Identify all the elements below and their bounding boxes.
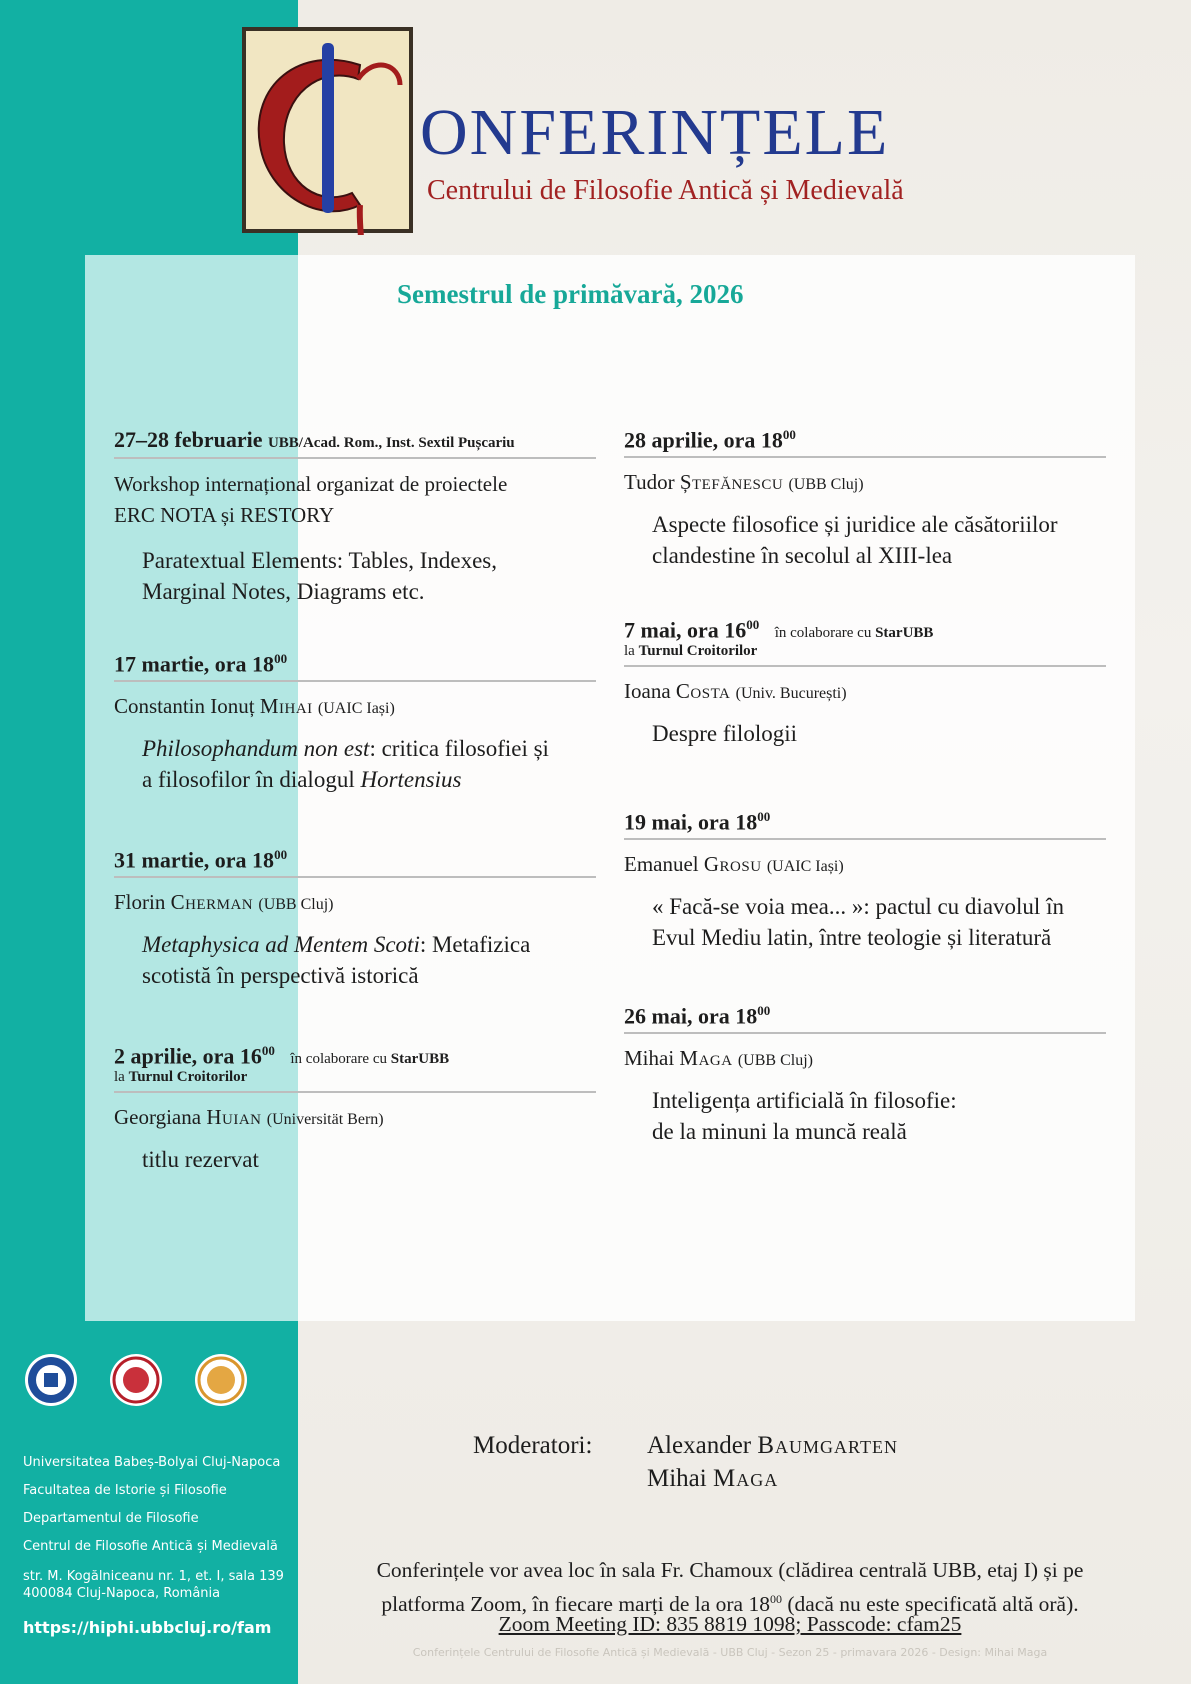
page-subtitle: Centrului de Filosofie Antică și Medievală [427,175,904,206]
talk-title: Inteligența artificială în filosofie: de la minuni la muncă reală [652,1088,957,1145]
event-6 [624,618,1106,749]
event-date: 31 martie, ora 18 [114,847,275,873]
event-header: 19 mai, ora $18^{00}$ [624,810,1106,840]
speaker: Emanuel Grosu (UAIC Iași) [624,852,844,877]
event-header: 31 martie, ora $18^{00}$ [114,848,596,878]
event-2 [114,652,596,795]
event-date: 26 mai, ora 18 [624,1003,758,1029]
event-location: la Turnul Croitorilor [624,643,758,660]
event-collaboration: în colaborare cu StarUBB [290,1051,450,1068]
speaker: Constantin Ionuț Mihai (UAIC Iași) [114,694,395,719]
ubb-seal-icon [24,1353,78,1407]
event-intro: Workshop internațional organizat de proiectele ERC NOTA și RESTORY [114,471,508,527]
event-date: 19 mai, ora 18 [624,809,758,835]
event-header: 26 mai, ora $18^{00}$ [624,1004,1106,1034]
address-line1: str. M. Kogălniceanu nr. 1, et. I, sala 139 [23,1569,284,1584]
moderators-label: Moderatori: [473,1432,593,1459]
speaker: Ioana Costa (Univ. București) [624,678,847,703]
faculty-seal-icon [109,1353,163,1407]
page-title: ONFERINȚELE [420,96,890,169]
illuminated-initial-c-icon [240,25,415,235]
venue-note: Conferințele vor avea loc în sala Fr. Chamoux (clădirea centrală UBB, etaj I) și pe platforma Zoom, în fiecare marți de la ora $18^{00}$ (dacă nu este specificată altă oră). [376,1558,1084,1617]
talk-title: Aspecte filosofice și juridice ale căsătoriilor clandestine în secolul al XIII-lea [652,512,1058,569]
talk-title: Metaphysica ad Mentem Scoti: Metafizica scotistă în perspectivă istorică [142,932,531,989]
moderator-2: Mihai Maga [647,1465,779,1492]
event-date: 27–28 februarie [114,427,263,452]
event-collaboration: în colaborare cu StarUBB [774,625,934,642]
event-7 [624,810,1106,953]
event-4 [114,1044,596,1175]
event-date: 7 mai, ora 16 [624,617,747,643]
event-date: 2 aprilie, ora 16 [114,1043,262,1069]
institution-university: Universitatea Babeș-Bolyai Cluj-Napoca [23,1455,281,1470]
event-header: 17 martie, ora $18^{00}$ [114,652,596,682]
design-credit: Conferințele Centrului de Filosofie Antică și Medievală - UBB Cluj - Sezon 25 - primavara 2026 - Design: Mihai Maga [412,1646,1048,1659]
talk-title: « Facă-se voia mea... »: pactul cu diavolul în Evul Mediu latin, între teologie și literatură [652,894,1064,951]
speaker: Florin Cherman (UBB Cluj) [114,890,334,915]
event-header [114,428,596,459]
event-3 [114,848,596,991]
event-1 [114,428,596,607]
talk-title: Despre filologii [652,720,797,746]
zoom-meeting-link[interactable]: Zoom Meeting ID: 835 8819 1098; Passcode: cfam25 [498,1612,962,1636]
event-header: 7 mai, ora $16^{00}$ în colaborare cu StarUBB la Turnul Croitorilor [624,618,1106,667]
talk-title: titlu rezervat [142,1146,259,1172]
semester-label: Semestrul de primăvară, 2026 [397,279,744,309]
event-5 [624,428,1106,571]
event-header: 28 aprilie, ora $18^{00}$ [624,428,1106,458]
event-venue: UBB/Acad. Rom., Inst. Sextil Pușcariu [267,435,515,451]
event-date: 17 martie, ora 18 [114,651,275,677]
event-location: la Turnul Croitorilor [114,1069,248,1086]
website-link[interactable]: https://hiphi.ubbcluj.ro/fam [23,1618,272,1637]
institution-department: Departamentul de Filosofie [23,1511,199,1526]
talk-title: Paratextual Elements: Tables, Indexes, Marginal Notes, Diagrams etc. [142,547,497,604]
speaker: Georgiana Huian (Universität Bern) [114,1104,384,1129]
institution-center: Centrul de Filosofie Antică și Medievală [23,1539,278,1554]
talk-title: Philosophandum non est: critica filosofiei și a filosofilor în dialogul Hortensius [142,736,549,793]
address-line2: 400084 Cluj-Napoca, România [23,1586,221,1601]
moderator-1: Alexander Baumgarten [647,1432,898,1459]
institution-faculty: Facultatea de Istorie și Filosofie [23,1483,227,1498]
speaker: Mihai Maga (UBB Cluj) [624,1046,813,1071]
event-8 [624,1004,1106,1147]
speaker: Tudor Ștefănescu (UBB Cluj) [624,470,864,495]
event-header: 2 aprilie, ora $16^{00}$ în colaborare cu StarUBB la Turnul Croitorilor [114,1044,596,1093]
event-date: 28 aprilie, ora 18 [624,427,783,453]
center-seal-icon [194,1353,248,1407]
